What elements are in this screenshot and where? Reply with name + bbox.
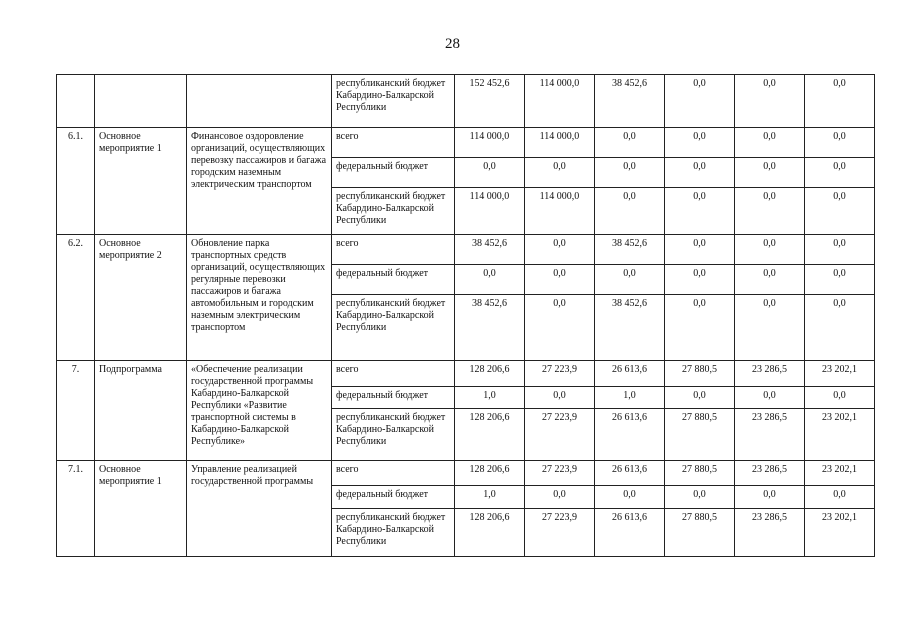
row-number: 6.2. <box>57 235 95 361</box>
value-cell: 0,0 <box>735 128 805 158</box>
value-cell: 0,0 <box>805 158 875 188</box>
value-cell: 0,0 <box>595 158 665 188</box>
value-cell: 0,0 <box>665 387 735 409</box>
value-cell: 0,0 <box>735 235 805 265</box>
budget-table <box>56 74 875 557</box>
row-number: 7. <box>57 361 95 461</box>
funding-source: всего <box>332 361 455 387</box>
value-cell: 0,0 <box>665 235 735 265</box>
value-cell: 0,0 <box>665 128 735 158</box>
value-cell: 23 202,1 <box>805 361 875 387</box>
funding-source: республиканский бюджет Кабардино-Балкарской Республики <box>332 295 455 361</box>
value-cell: 38 452,6 <box>595 235 665 265</box>
row-name <box>187 75 332 128</box>
value-cell: 23 286,5 <box>735 509 805 557</box>
value-cell: 27 880,5 <box>665 361 735 387</box>
value-cell: 0,0 <box>455 265 525 295</box>
row-name: Финансовое оздоровление организаций, осуществляющих перевозку пассажиров и багажа городским наземным электрическим транспортом <box>187 128 332 235</box>
value-cell: 0,0 <box>525 235 595 265</box>
value-cell: 0,0 <box>665 158 735 188</box>
value-cell: 27 223,9 <box>525 409 595 461</box>
value-cell: 0,0 <box>735 486 805 509</box>
value-cell: 0,0 <box>595 486 665 509</box>
funding-source: республиканский бюджет Кабардино-Балкарской Республики <box>332 75 455 128</box>
value-cell: 27 880,5 <box>665 461 735 486</box>
value-cell: 27 880,5 <box>665 409 735 461</box>
value-cell: 27 880,5 <box>665 509 735 557</box>
value-cell: 23 286,5 <box>735 361 805 387</box>
value-cell: 0,0 <box>805 188 875 235</box>
value-cell: 26 613,6 <box>595 409 665 461</box>
value-cell: 114 000,0 <box>525 188 595 235</box>
row-name: «Обеспечение реализации государственной программы Кабардино-Балкарской Республики «Развитие транспортной системы в Кабардино-Балкарской Республике» <box>187 361 332 461</box>
value-cell: 0,0 <box>805 486 875 509</box>
value-cell: 0,0 <box>525 158 595 188</box>
funding-source: всего <box>332 128 455 158</box>
value-cell: 0,0 <box>665 486 735 509</box>
value-cell: 26 613,6 <box>595 461 665 486</box>
page-number: 28 <box>445 36 460 52</box>
value-cell: 0,0 <box>805 235 875 265</box>
value-cell: 23 286,5 <box>735 409 805 461</box>
value-cell: 0,0 <box>455 158 525 188</box>
value-cell: 27 223,9 <box>525 509 595 557</box>
value-cell: 0,0 <box>735 265 805 295</box>
value-cell: 128 206,6 <box>455 509 525 557</box>
value-cell: 0,0 <box>805 265 875 295</box>
funding-source: федеральный бюджет <box>332 387 455 409</box>
row-type: Основное мероприятие 1 <box>95 128 187 235</box>
funding-source: республиканский бюджет Кабардино-Балкарской Республики <box>332 409 455 461</box>
value-cell: 23 202,1 <box>805 409 875 461</box>
value-cell: 0,0 <box>805 75 875 128</box>
row-type: Основное мероприятие 2 <box>95 235 187 361</box>
value-cell: 23 202,1 <box>805 461 875 486</box>
value-cell: 0,0 <box>735 188 805 235</box>
value-cell: 114 000,0 <box>525 75 595 128</box>
funding-source: федеральный бюджет <box>332 486 455 509</box>
funding-source: всего <box>332 461 455 486</box>
value-cell: 114 000,0 <box>455 188 525 235</box>
value-cell: 23 202,1 <box>805 509 875 557</box>
value-cell: 0,0 <box>595 128 665 158</box>
row-type: Подпрограмма <box>95 361 187 461</box>
funding-source: всего <box>332 235 455 265</box>
value-cell: 152 452,6 <box>455 75 525 128</box>
table-row <box>57 75 875 128</box>
row-type: Основное мероприятие 1 <box>95 461 187 557</box>
value-cell: 0,0 <box>735 158 805 188</box>
value-cell: 38 452,6 <box>595 75 665 128</box>
value-cell: 0,0 <box>735 295 805 361</box>
value-cell: 0,0 <box>525 295 595 361</box>
funding-source: федеральный бюджет <box>332 265 455 295</box>
value-cell: 0,0 <box>595 265 665 295</box>
row-name: Управление реализацией государственной программы <box>187 461 332 557</box>
row-number: 6.1. <box>57 128 95 235</box>
value-cell: 0,0 <box>735 75 805 128</box>
table-row <box>57 235 875 265</box>
value-cell: 26 613,6 <box>595 509 665 557</box>
value-cell: 0,0 <box>805 295 875 361</box>
value-cell: 114 000,0 <box>455 128 525 158</box>
value-cell: 0,0 <box>595 188 665 235</box>
value-cell: 1,0 <box>455 387 525 409</box>
value-cell: 0,0 <box>665 295 735 361</box>
value-cell: 128 206,6 <box>455 361 525 387</box>
value-cell: 38 452,6 <box>455 295 525 361</box>
value-cell: 128 206,6 <box>455 461 525 486</box>
value-cell: 0,0 <box>665 265 735 295</box>
value-cell: 1,0 <box>595 387 665 409</box>
row-number <box>57 75 95 128</box>
value-cell: 27 223,9 <box>525 461 595 486</box>
value-cell: 23 286,5 <box>735 461 805 486</box>
value-cell: 0,0 <box>525 387 595 409</box>
value-cell: 128 206,6 <box>455 409 525 461</box>
funding-source: республиканский бюджет Кабардино-Балкарской Республики <box>332 188 455 235</box>
table-row <box>57 128 875 158</box>
funding-source: республиканский бюджет Кабардино-Балкарской Республики <box>332 509 455 557</box>
value-cell: 0,0 <box>525 265 595 295</box>
value-cell: 0,0 <box>805 128 875 158</box>
row-name: Обновление парка транспортных средств организаций, осуществляющих регулярные перевозки пассажиров и багажа автомобильным и городским наземным электрическим транспортом <box>187 235 332 361</box>
value-cell: 0,0 <box>735 387 805 409</box>
value-cell: 1,0 <box>455 486 525 509</box>
row-number: 7.1. <box>57 461 95 557</box>
value-cell: 0,0 <box>805 387 875 409</box>
value-cell: 0,0 <box>665 188 735 235</box>
funding-source: федеральный бюджет <box>332 158 455 188</box>
value-cell: 26 613,6 <box>595 361 665 387</box>
value-cell: 0,0 <box>525 486 595 509</box>
value-cell: 27 223,9 <box>525 361 595 387</box>
table-row <box>57 361 875 387</box>
value-cell: 0,0 <box>665 75 735 128</box>
value-cell: 114 000,0 <box>525 128 595 158</box>
table-row <box>57 461 875 486</box>
value-cell: 38 452,6 <box>595 295 665 361</box>
row-type <box>95 75 187 128</box>
value-cell: 38 452,6 <box>455 235 525 265</box>
